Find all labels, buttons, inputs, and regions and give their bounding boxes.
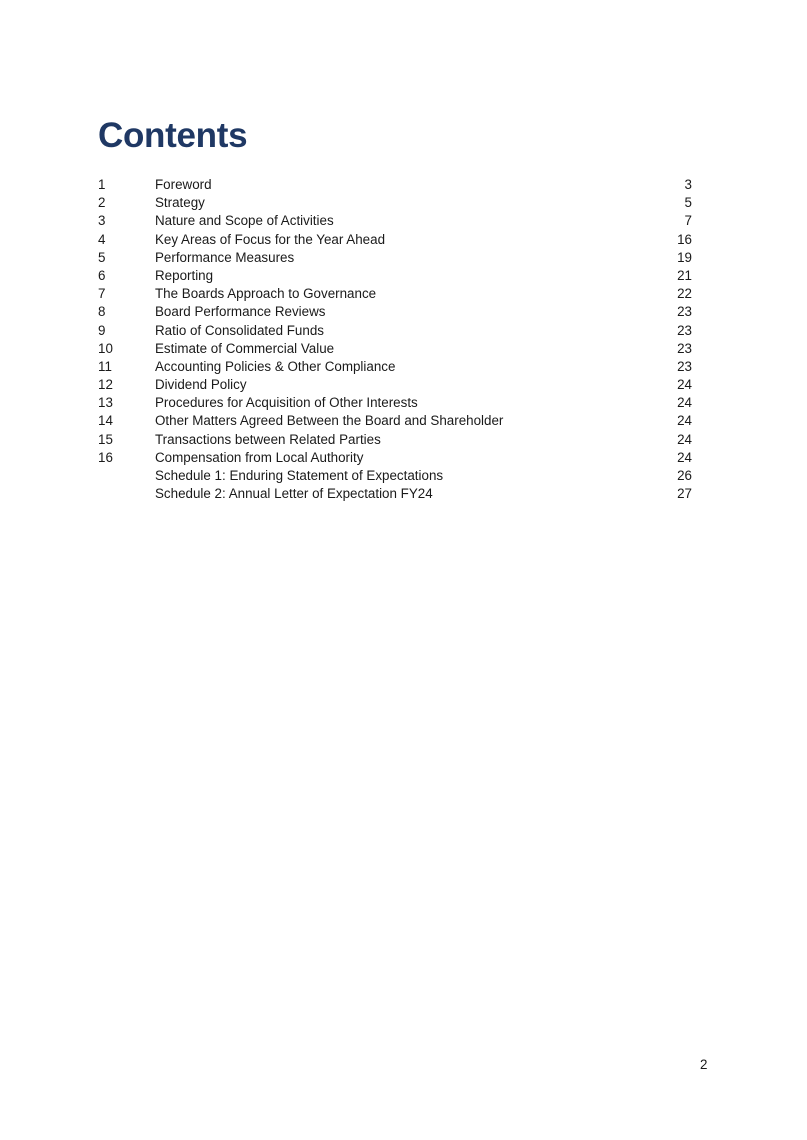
toc-entry-number: 2 [98,195,106,211]
toc-entry[interactable] [98,412,692,430]
toc-entry-page: 24 [677,413,692,429]
toc-entry-number: 14 [98,413,113,429]
toc-entry-page: 23 [677,358,692,374]
toc-entry[interactable] [98,394,692,412]
toc-entry-number: 13 [98,395,113,411]
toc-entry-page: 26 [677,468,692,483]
toc-entry[interactable] [98,267,692,285]
toc-entry[interactable] [98,376,692,394]
toc-entry-number: 7 [98,286,106,302]
toc-entry-title: Performance Measures [155,249,295,265]
toc-entry-number: 15 [98,431,113,447]
toc-entry-title: Estimate of Commercial Value [155,340,335,356]
toc-entry-page: 23 [677,322,692,338]
toc-entry-title: Accounting Policies & Other Compliance [155,358,396,374]
toc-entry-number: 12 [98,377,113,393]
toc-entry-title: Nature and Scope of Activities [155,213,334,229]
toc-entry-page: 21 [677,267,692,283]
toc-entry[interactable] [98,194,692,212]
toc-entry-number: 6 [98,267,106,283]
toc-entry-number: 8 [98,304,106,320]
toc-entry-page: 24 [677,377,692,393]
toc-entry-title: Other Matters Agreed Between the Board and Shareholder [155,413,504,429]
toc-entry-page: 7 [684,213,692,229]
toc-entry-page: 22 [677,286,692,302]
toc-entry[interactable] [98,212,692,230]
toc-entry[interactable] [98,231,692,249]
page-number: 2 [700,1057,708,1072]
toc-entry[interactable] [98,467,692,485]
toc-entry-title: Ratio of Consolidated Funds [155,322,324,338]
toc-entry-page: 23 [677,340,692,356]
toc-entry-title: Strategy [155,195,205,211]
toc-entry-number: 4 [98,231,106,247]
toc-entry-title: The Boards Approach to Governance [155,286,377,302]
toc-entry-title: Procedures for Acquisition of Other Interests [155,395,418,411]
toc-entry-number: 1 [98,177,106,192]
toc-entry[interactable] [98,285,692,303]
toc-entry-title: Board Performance Reviews [155,304,326,320]
page-title: Contents [98,116,248,155]
toc-entry-page: 3 [684,177,692,192]
toc-entry-page: 16 [677,231,692,247]
toc-entry[interactable] [98,176,692,194]
toc-entry-number: 5 [98,249,106,265]
toc-entry-number: 16 [98,449,113,465]
toc-entry-number: 9 [98,322,106,338]
toc-entry-title: Dividend Policy [155,377,247,393]
toc-entry-page: 23 [677,304,692,320]
toc-entry[interactable] [98,358,692,376]
toc-entry[interactable] [98,449,692,467]
toc-entry-page: 27 [677,486,692,502]
toc-entry[interactable] [98,249,692,267]
toc-entry-title: Key Areas of Focus for the Year Ahead [155,231,386,247]
table-of-contents [98,176,692,503]
toc-entry-title: Reporting [155,267,214,283]
toc-entry-title: Foreword [155,177,212,192]
toc-entry-number: 10 [98,340,113,356]
toc-entry-title: Schedule 2: Annual Letter of Expectation FY24 [155,486,433,502]
toc-entry-title: Transactions between Related Parties [155,431,381,447]
toc-entry-title: Compensation from Local Authority [155,449,364,465]
toc-entry-title: Schedule 1: Enduring Statement of Expectations [155,468,444,483]
toc-entry-number: 3 [98,213,106,229]
toc-entry[interactable] [98,340,692,358]
toc-entry[interactable] [98,303,692,321]
toc-entry[interactable] [98,322,692,340]
toc-entry-page: 5 [684,195,692,211]
toc-entry-page: 19 [677,249,692,265]
toc-entry-page: 24 [677,395,692,411]
toc-entry[interactable] [98,431,692,449]
toc-entry-page: 24 [677,449,692,465]
toc-entry-number: 11 [98,358,112,374]
toc-entry[interactable] [98,485,692,503]
toc-entry-page: 24 [677,431,692,447]
